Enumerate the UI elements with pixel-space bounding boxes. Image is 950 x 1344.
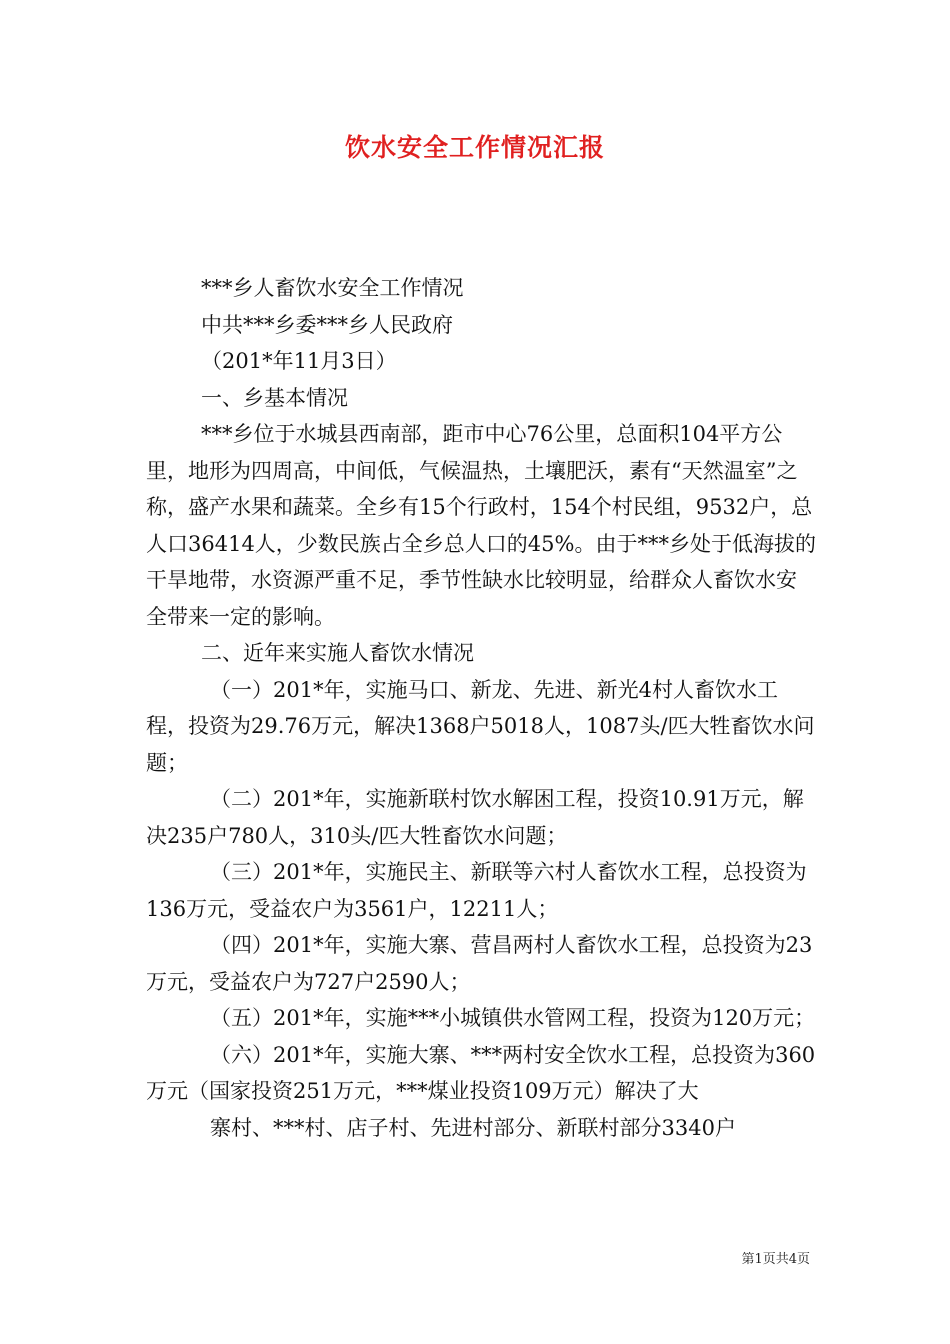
list-item-6: （六）201*年，实施大寨、***两村安全饮水工程，总投资为360万元（国家投资251万元，***煤业投资109万元）解决了大 bbox=[146, 1042, 816, 1103]
list-item-3: （三）201*年，实施民主、新联等六村人畜饮水工程，总投资为136万元，受益农户为3561户，12211人； bbox=[146, 860, 807, 921]
issuer-line: 中共***乡委***乡人民政府 bbox=[201, 312, 453, 337]
list-item-6-continued: 寨村、***村、店子村、先进村部分、新联村部分3340户 bbox=[210, 1115, 736, 1140]
document-body bbox=[146, 270, 816, 1146]
document-title: 饮水安全工作情况汇报 bbox=[344, 133, 605, 162]
list-item-1: （一）201*年，实施马口、新龙、先进、新光4村人畜饮水工程，投资为29.76万元，解决1368户5018人，1087头/匹大牲畜饮水问题； bbox=[146, 677, 815, 775]
list-item-2: （二）201*年，实施新联村饮水解困工程，投资10.91万元，解决235户780人，310头/匹大牲畜饮水问题； bbox=[146, 787, 804, 848]
section-heading-1: 一、乡基本情况 bbox=[201, 385, 348, 410]
paragraph-basic-info: ***乡位于水城县西南部，距市中心76公里，总面积104平方公里，地形为四周高，中间低，气候温热，土壤肥沃，素有“天然温室”之称，盛产水果和蔬菜。全乡有15个行政村，154个村民组，9532户，总人口36414人，少数民族占全乡总人口的45%。由于***乡处于低海拔的干旱地带，水资源严重不足，季节性缺水比较明显，给群众人畜饮水安全带来一定的影响。 bbox=[146, 422, 816, 629]
list-item-4: （四）201*年，实施大寨、营昌两村人畜饮水工程，总投资为23万元，受益农户为727户2590人； bbox=[146, 933, 813, 994]
page-number: 第1页共4页 bbox=[741, 1252, 810, 1267]
list-item-5: （五）201*年，实施***小城镇供水管网工程，投资为120万元； bbox=[210, 1006, 816, 1030]
date-line: （201*年11月3日） bbox=[201, 349, 397, 373]
section-heading-2: 二、近年来实施人畜饮水情况 bbox=[201, 641, 474, 665]
subtitle-line: ***乡人畜饮水安全工作情况 bbox=[201, 276, 464, 300]
